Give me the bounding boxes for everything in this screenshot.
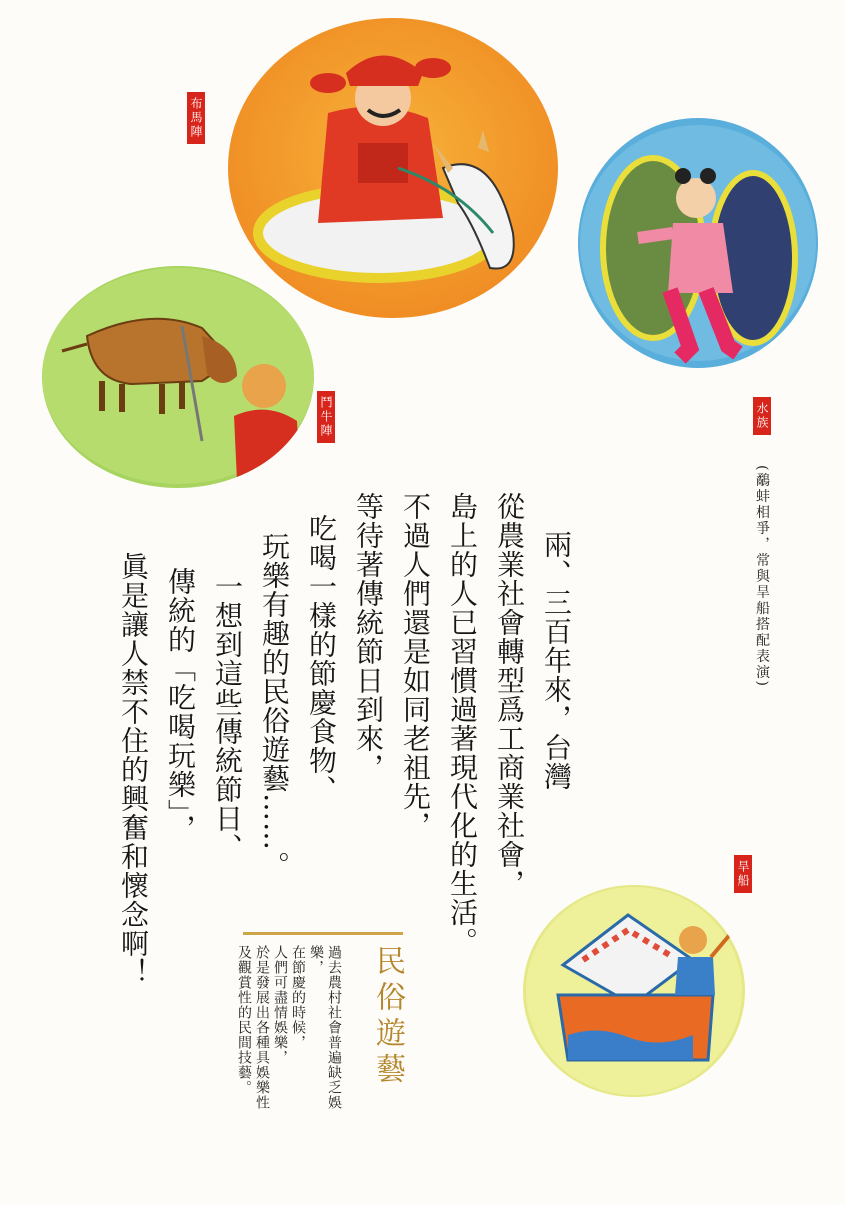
main-text-line: 兩、三百年來，台灣 xyxy=(540,530,573,791)
info-box-title: 民俗遊藝 xyxy=(370,945,405,1089)
info-box-line: 人們可盡情娛樂， xyxy=(272,945,288,1065)
shui-zu-illustration xyxy=(578,118,818,368)
main-text-line: 等待著傳統節日到來， xyxy=(352,492,385,782)
label-shui-zu: 水族 xyxy=(753,397,771,435)
info-box-line: 及觀賞性的民間技藝。 xyxy=(236,945,252,1095)
shui-zu-note: (鷸蚌相爭，常與旱船搭配表演) xyxy=(754,465,770,688)
main-text-line: 傳統的「吃喝玩樂」， xyxy=(164,567,197,843)
info-box-line: 在節慶的時候， xyxy=(290,945,306,1050)
main-text-line: 眞是讓人禁不住的興奮和懷念啊！ xyxy=(117,552,150,987)
bu-ma-zhen-illustration xyxy=(228,18,558,318)
info-box-line: 過去農村社會普遍缺乏娛樂， xyxy=(308,945,342,1110)
main-text-line: 一想到這些傳統節日、 xyxy=(211,572,244,862)
dou-niu-zhen-illustration xyxy=(42,266,314,488)
info-box-body xyxy=(235,945,343,1125)
main-text-line: 島上的人已習慣過著現代化的生活。 xyxy=(446,492,479,956)
main-text-line: 吃喝一樣的節慶食物、 xyxy=(305,514,338,804)
label-han-chuan: 旱船 xyxy=(734,855,752,893)
main-text-line: 從農業社會轉型爲工商業社會， xyxy=(493,492,526,898)
info-box-line: 於是發展出各種具娛樂性 xyxy=(254,945,270,1110)
label-dou-niu-zhen: 鬥牛陣 xyxy=(317,391,335,443)
info-box-divider xyxy=(243,932,403,935)
main-text-line: 玩樂有趣的民俗遊藝……。 xyxy=(258,532,291,880)
main-text-line: 不過人們還是如同老祖先， xyxy=(399,492,432,840)
label-bu-ma-zhen: 布馬陣 xyxy=(187,92,205,144)
